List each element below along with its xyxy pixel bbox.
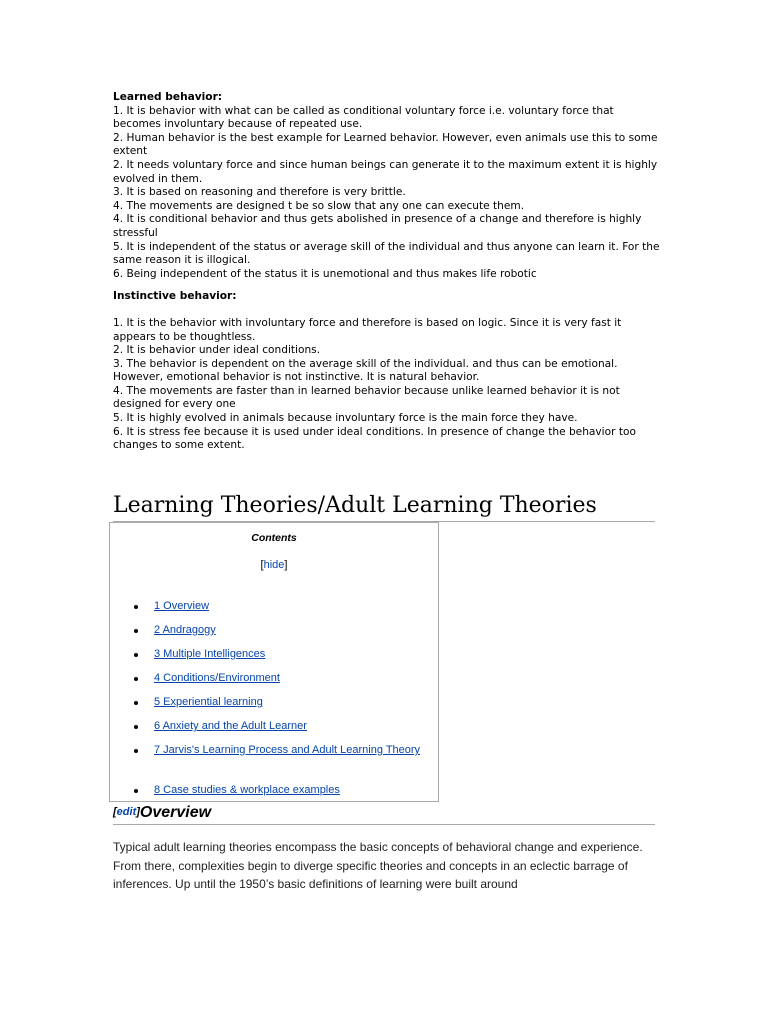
- toc-link[interactable]: 1 Overview: [154, 600, 210, 612]
- list-item: 6. It is stress fee because it is used under ideal conditions. In presence of change the behavior too changes to some extent.: [113, 425, 636, 452]
- toc-hide-link[interactable]: hide: [263, 559, 285, 571]
- toc-link[interactable]: 5 Experiential learning: [154, 696, 263, 708]
- instinctive-behavior-list: [113, 317, 661, 453]
- list-item: 4. It is conditional behavior and thus gets abolished in presence of a change and therefore is highly stressful: [113, 213, 642, 239]
- bullet-icon: [134, 701, 138, 705]
- spacer: [113, 281, 661, 290]
- toc-link[interactable]: 2 Andragogy: [154, 624, 216, 636]
- table-of-contents: [109, 522, 439, 802]
- toc-title: Contents: [251, 532, 297, 544]
- bullet-icon: [134, 789, 138, 793]
- list-item: 4. The movements are faster than in learned behavior because unlike learned behavior it is not designed for every one: [113, 384, 620, 411]
- behavior-notes: [113, 91, 661, 453]
- list-item: 2. It is behavior under ideal conditions.: [113, 344, 321, 357]
- edit-link[interactable]: edit: [116, 806, 137, 818]
- learned-behavior-heading: Learned behavior:: [113, 91, 223, 103]
- list-item: 5. It is highly evolved in animals because involuntary force is the main force they have.: [113, 412, 578, 425]
- list-item: 1. It is behavior with what can be called as conditional voluntary force i.e. voluntary force that becomes involuntary because of repeated use.: [113, 104, 614, 131]
- instinctive-behavior-heading: Instinctive behavior:: [113, 290, 237, 303]
- bracket-open: [: [113, 806, 117, 818]
- toc-link[interactable]: 3 Multiple Intelligences: [154, 648, 266, 660]
- list-item: 2. Human behavior is the best example for Learned behavior. However, even animals use this to some extent: [113, 131, 658, 158]
- list-item: However, emotional behavior is not instinctive. It is natural behavior.: [113, 371, 480, 384]
- toc-toggle: [110, 559, 438, 571]
- bullet-icon: [134, 749, 138, 753]
- list-item: 3. The behavior is dependent on the average skill of the individual. and thus can be emotional.: [113, 357, 618, 370]
- learned-behavior-list: [113, 105, 661, 282]
- bullet-icon: [134, 605, 138, 609]
- toc-link[interactable]: 8 Case studies & workplace examples: [154, 784, 340, 796]
- overview-heading: [113, 804, 655, 825]
- list-item: 4. The movements are designed t be so slow that any one can execute them.: [113, 199, 525, 212]
- list-item: 1. It is the behavior with involuntary force and therefore is based on logic. Since it is very fast it appears to be thoughtless.: [113, 316, 622, 343]
- bullet-icon: [134, 629, 138, 633]
- article-title: Learning Theories/Adult Learning Theories: [113, 492, 655, 522]
- list-item: 3. It is based on reasoning and therefore is very brittle.: [113, 186, 406, 199]
- list-item: 2. It needs voluntary force and since human beings can generate it to the maximum extent it is highly evolved in them.: [113, 158, 658, 185]
- bullet-icon: [134, 677, 138, 681]
- bracket-open: [: [260, 559, 264, 571]
- list-item: 6. Being independent of the status it is unemotional and thus makes life robotic: [113, 267, 537, 280]
- toc-link[interactable]: 7 Jarvis's Learning Process and Adult Learning Theory: [154, 744, 421, 756]
- bracket-close: ]: [136, 806, 140, 818]
- list-item: 5. It is independent of the status or average skill of the individual and thus anyone can learn it. For the same reason it is illogical.: [113, 240, 660, 267]
- edit-section: [113, 806, 140, 818]
- bullet-icon: [134, 653, 138, 657]
- spacer: [113, 304, 661, 317]
- overview-title: Overview: [139, 804, 212, 821]
- bullet-icon: [134, 725, 138, 729]
- toc-link[interactable]: 6 Anxiety and the Adult Learner: [154, 720, 307, 732]
- bracket-close: ]: [284, 559, 288, 571]
- toc-link[interactable]: 4 Conditions/Environment: [154, 672, 280, 684]
- overview-paragraph: Typical adult learning theories encompass the basic concepts of behavioral change and experience. From there, complexities begin to diverge specific theories and concepts in an eclectic barrage of inferences. Up until the 1950’s basic definitions of learning were built around: [113, 840, 643, 891]
